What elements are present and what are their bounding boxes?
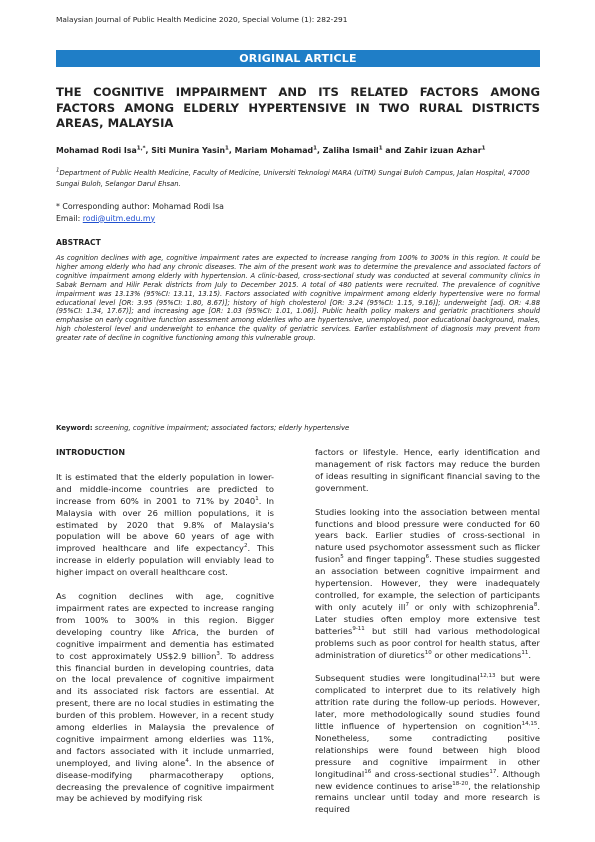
author-name: Zaliha Ismail [322, 146, 379, 155]
abstract-text: As cognition declines with age, cognitive impairment rates are expected to increase ranging from 100% to 300% in this region. It could be higher among elderly who had any chronic diseases. The aim of the present work was to determine the prevalence and associated factors of cognitive impairment among elderly with hypertension. A clinic-based, cross-sectional study was conducted at several community clinics in Sabak Bernam and Hilir Perak districts from July to December 2015. A total of 480 patients were recruited. The prevalence of cognitive impairment was 13.13% (95%CI: 13.11, 13.15). Factors associated with cognitive impairment among elderly hypertensive were no formal educational level [OR: 3.95 (95%CI: 1.80, 8.67)]; history of high cholesterol [OR: 3.24 (95%CI: 1.15, 9.16)]; underweight [adj. OR: 4.88 (95%CI: 1.34, 17.67)]; and increasing age [OR: 1.03 (95%CI: 1.01, 1.06)]. Public health policy makers and geriatric practitioners should emphasise on early cognitive function assessment among elderlies who are hypertensive, unemployed, poor educational background, males, high cholesterol level and underweight to enhance the quality of geriatric services. Earlier establishment of diagnosis may prevent from greater rate of decline in cognitive functioning among this vulnerable group. [56, 254, 540, 343]
citation-marker: 1 [255, 495, 259, 502]
introduction-heading: INTRODUCTION [56, 448, 126, 457]
citation-marker: 6 [425, 554, 430, 561]
article-type-banner: ORIGINAL ARTICLE [56, 50, 540, 67]
citation-marker: 2 [243, 543, 248, 550]
keywords-label: Keyword: [56, 424, 93, 432]
body-paragraph: Studies looking into the association between mental functions and blood pressure were conducted for 60 years back. Earlier studies of cross-sectional in nature used psychomotor assessment such as flicker fusion$^5$ and finger tapping$^6$. These studies suggested an association between cognitive impairment and hypertension. However, they were inadequately controlled, for example, the selection of participants with only acutely ill$^7$ or only with schizophrenia$^8$. Later studies often employ more extensive test batteries$^{9-11}$ but still had various methodological problems such as poor control for health status, after administration of diuretics$^{10}$ or other medications$^{11}$. [315, 506, 540, 660]
citation-marker: 4 [185, 757, 189, 764]
author-affiliation-marker: 1 [378, 145, 383, 152]
author-affiliation-marker: 1 [313, 145, 317, 152]
article-title: THE COGNITIVE IMPPAIRMENT AND ITS RELATED FACTORS AMONG FACTORS AMONG ELDERLY HYPERTENSIVE IN TWO RURAL DISTRICTS AREAS, MALAYSIA [56, 85, 540, 130]
body-column-right [315, 447, 540, 828]
affiliation-marker: 1 [56, 167, 60, 174]
author-name: Mariam Mohamad [234, 146, 314, 155]
body-paragraph: As cognition declines with age, cognitive impairment rates are expected to increase ranging from 100% to 300% in this region. Bigger developing country like Africa, the burden of cognitive impairment and dementia has estimated to cost approximately US$2.9 billion$^3$. To address this financial burden in developing countries, data on the local prevalence of cognitive impairment and its associated risk factors are essential. At present, there are no local studies in estimating the burden of this problem. However, in a recent study among elderlies in Malaysia the prevalence of cognitive impairment among elderlies was 11%, and factors associated with it include unmarried, unemployed, and living alone$^4$. In the absence of disease-modifying pharmacotherapy options, decreasing the prevalence of cognitive impairment may be achieved by modifying risk [56, 591, 274, 804]
keywords [56, 424, 540, 432]
author-affiliation-marker: 1,* [136, 145, 146, 152]
author-name: Mohamad Rodi Isa [56, 146, 137, 155]
keywords-text: screening, cognitive impairment; associated factors; elderly hypertensive [92, 424, 350, 432]
author-affiliation-marker: 1 [481, 145, 486, 152]
email-link[interactable]: rodi@uitm.edu.my [82, 213, 156, 223]
author-name: Siti Munira Yasin [151, 146, 226, 155]
author-separator: and [382, 146, 405, 155]
author-separator: , [316, 146, 323, 155]
author-name: Zahir izuan Azhar [404, 146, 482, 155]
citation-marker: 5 [340, 554, 344, 561]
citation-marker: 10 [424, 649, 432, 656]
citation-marker: 11 [521, 649, 529, 656]
citation-marker: 17 [489, 768, 497, 775]
citation-marker: 7 [405, 602, 409, 609]
abstract-heading: ABSTRACT [56, 238, 101, 247]
body-column-left [56, 447, 274, 817]
body-paragraph: It is estimated that the elderly population in lower- and middle-income countries are predicted to increase from 60% in 2001 to 71% by 2040$^1$. In Malaysia with over 26 million populations, it is estimated by 2020 that 9.8% of Malaysia's population will be above 60 years of age with improved healthcare and life expectancy$^2$. This increase in elderly population will enviably lead to higher impact on overall healthcare cost. [56, 471, 274, 578]
citation-marker: 3 [216, 650, 220, 657]
citation-marker: 14,15 [521, 721, 538, 728]
citation-marker: 12,13 [479, 673, 496, 680]
author-list [56, 146, 540, 155]
correspondence [56, 201, 224, 224]
affiliation [56, 168, 540, 189]
email-label: Email: [56, 213, 83, 223]
corresponding-author: * Corresponding author: Mohamad Rodi Isa [56, 202, 224, 211]
author-separator: , [228, 146, 235, 155]
body-paragraph: Subsequent studies were longitudinal$^{12,13}$ but were complicated to interpret due to its relatively high attrition rate during the follow-up periods. However, later, more methodologically sound studies found little influence of hypertension on cognition$^{14,15}$. Nonetheless, some contradicting positive relationships were found between high blood pressure and cognitive impairment in other longitudinal$^{16}$ and cross-sectional studies$^{17}$. Although new evidence continues to arise$^{18-20}$, the relationship remains unclear until today and more research is required [315, 673, 541, 815]
author-separator: , [145, 146, 152, 155]
author-affiliation-marker: 1 [225, 145, 229, 152]
journal-header: Malaysian Journal of Public Health Medicine 2020, Special Volume (1): 282-291 [56, 15, 348, 24]
body-paragraph: factors or lifestyle. Hence, early identification and management of risk factors may reduce the burden of ideas resulting in significant financial saving to the government. [315, 447, 540, 493]
affiliation-text: Department of Public Health Medicine, Faculty of Medicine, Universiti Teknologi MARA (UiTM) Sungai Buloh Campus, Jalan Hospital, 47000 Sungai Buloh, Selangor Darul Ehsan. [56, 169, 530, 188]
citation-marker: 8 [533, 602, 538, 609]
citation-marker: 16 [364, 768, 372, 775]
citation-marker: 9-11 [352, 625, 365, 632]
citation-marker: 18-20 [452, 780, 469, 787]
